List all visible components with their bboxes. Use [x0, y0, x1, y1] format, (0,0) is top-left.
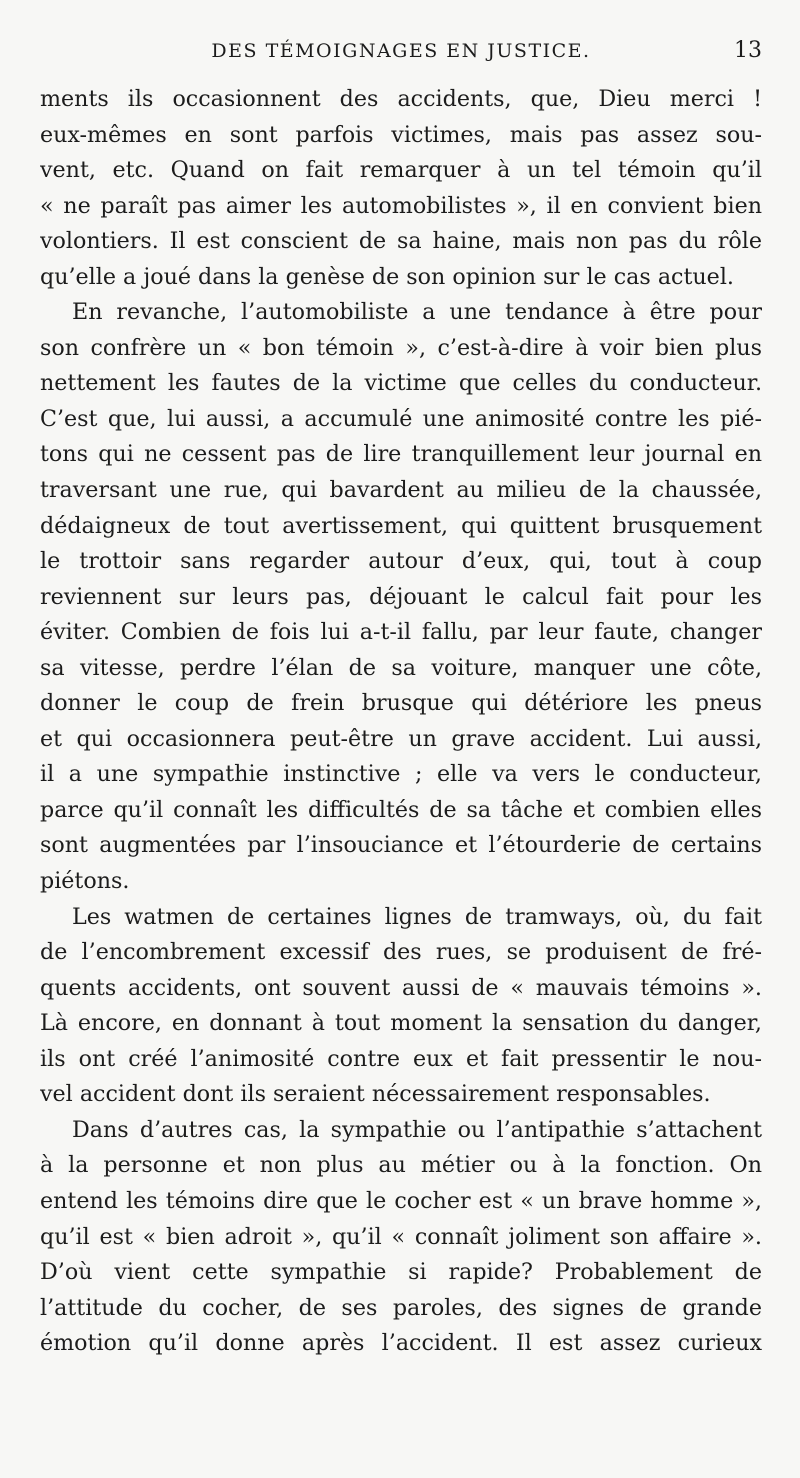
text-line: son confrère un « bon témoin », c’est-à-dire à voir bien plus [40, 334, 762, 361]
text-line: tons qui ne cessent pas de lire tranquillement leur journal en [40, 441, 762, 468]
text-line: D’où vient cette sympathie si rapide? Probablement de [40, 1259, 762, 1286]
text-line: Là encore, en donnant à tout moment la sensation du danger, [40, 1010, 762, 1037]
text-line: entend les témoins dire que le cocher est « un brave homme », [40, 1187, 762, 1214]
body-text [40, 82, 762, 1362]
page-number: 13 [734, 38, 762, 63]
text-line: qu’elle a joué dans la genèse de son opinion sur le cas actuel. [40, 263, 734, 290]
text-line: dédaigneux de tout avertissement, qui quittent brusquement [40, 512, 762, 539]
text-line: sont augmentées par l’insouciance et l’étourderie de certains [40, 832, 762, 859]
text-line: Les watmen de certaines lignes de tramways, où, du fait [72, 903, 762, 930]
text-line: de l’encombrement excessif des rues, se produisent de fré- [40, 939, 762, 966]
text-line: nettement les fautes de la victime que celles du conducteur. [40, 370, 762, 397]
text-line: sa vitesse, perdre l’élan de sa voiture, manquer une côte, [40, 654, 762, 681]
text-line: le trottoir sans regarder autour d’eux, qui, tout à coup [40, 548, 762, 575]
text-line: il a une sympathie instinctive ; elle va vers le conducteur, [40, 761, 762, 788]
text-line: parce qu’il connaît les difficultés de sa tâche et combien elles [40, 796, 762, 823]
text-line: reviennent sur leurs pas, déjouant le calcul fait pour les [40, 583, 762, 610]
text-line: à la personne et non plus au métier ou à la fonction. On [40, 1152, 762, 1179]
text-line: eux-mêmes en sont parfois victimes, mais pas assez sou- [40, 121, 762, 148]
text-line: « ne paraît pas aimer les automobilistes », il en convient bien [40, 192, 762, 219]
text-line: Dans d’autres cas, la sympathie ou l’antipathie s’attachent [72, 1116, 762, 1143]
text-line: éviter. Combien de fois lui a-t-il fallu, par leur faute, changer [40, 619, 762, 646]
text-line: ments ils occasionnent des accidents, que, Dieu merci ! [40, 86, 762, 112]
text-line: ils ont créé l’animosité contre eux et fait pressentir le nou- [40, 1045, 762, 1072]
text-line: vent, etc. Quand on fait remarquer à un tel témoin qu’il [40, 157, 762, 184]
text-line: l’attitude du cocher, de ses paroles, des signes de grande [40, 1294, 762, 1321]
running-title: DES TÉMOIGNAGES EN JUSTICE. [211, 40, 591, 62]
text-line: vel accident dont ils seraient nécessairement responsables. [40, 1081, 711, 1108]
text-line: et qui occasionnera peut-être un grave accident. Lui aussi, [40, 725, 762, 752]
text-line: traversant une rue, qui bavardent au milieu de la chaussée, [40, 477, 762, 504]
text-line: émotion qu’il donne après l’accident. Il est assez curieux [40, 1330, 762, 1357]
text-line: C’est que, lui aussi, a accumulé une animosité contre les pié- [40, 405, 762, 432]
text-line: volontiers. Il est conscient de sa haine, mais non pas du rôle [40, 228, 762, 255]
running-head [40, 36, 762, 66]
text-line: En revanche, l’automobiliste a une tendance à être pour [72, 299, 762, 326]
text-line: qu’il est « bien adroit », qu’il « connaît joliment son affaire ». [40, 1223, 762, 1250]
text-line: donner le coup de frein brusque qui détériore les pneus [40, 690, 762, 717]
text-line: piétons. [40, 868, 130, 895]
text-line: quents accidents, ont souvent aussi de « mauvais témoins ». [40, 974, 762, 1001]
